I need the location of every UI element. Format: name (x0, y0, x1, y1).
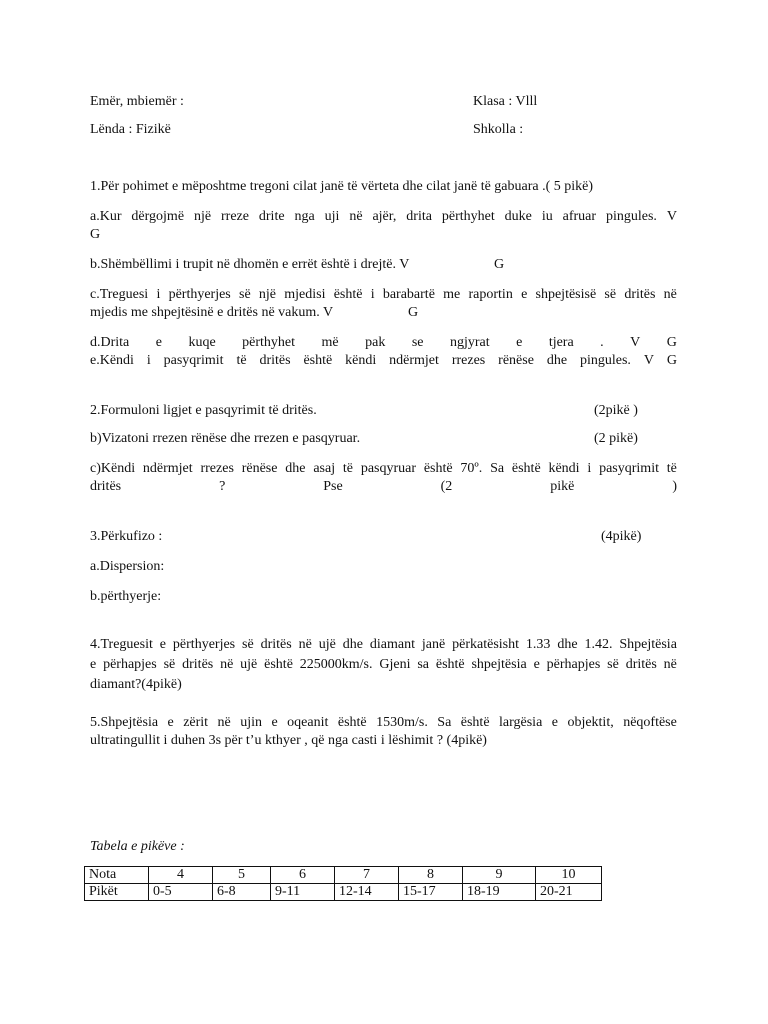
word: afruar (562, 209, 597, 224)
word: i (146, 353, 151, 368)
word: janë (421, 637, 446, 652)
word: përhapjes (546, 657, 601, 672)
word: (2 (440, 479, 453, 494)
score-cell: 18-19 (463, 884, 536, 901)
q1-d-line (90, 334, 677, 352)
q2-c-line1 (90, 460, 677, 478)
word: pingules. (579, 353, 631, 368)
q1-c-line2: mjedis me shpejtësinë e dritës në vakum. V (90, 305, 334, 320)
word: është (337, 715, 367, 730)
word: pak (365, 335, 386, 350)
word: këndi (345, 353, 377, 368)
q5-line1 (90, 714, 677, 732)
word: drite (258, 209, 285, 224)
q3-title: 3.Përkufizo : (90, 529, 163, 544)
score-cell: 20-21 (536, 884, 602, 901)
score-table-caption: Tabela e pikëve : (90, 839, 185, 854)
word: V (666, 209, 677, 224)
word: së (163, 657, 176, 672)
word: ndërmjet (389, 353, 439, 368)
word: nga (294, 209, 315, 224)
word: përthyerjes (172, 637, 236, 652)
word: dërgojmë (131, 209, 185, 224)
word: rreze (221, 209, 249, 224)
q1-e-line (90, 352, 677, 370)
word: këndi (548, 461, 580, 476)
score-table (84, 866, 602, 901)
q1-title: 1.Për pohimet e mëposhtme tregoni cilat janë të vërteta dhe cilat janë të gabuara .( 5 pikë) (90, 179, 594, 194)
word: e (551, 715, 558, 730)
word: rrezes (451, 353, 486, 368)
word: në (663, 287, 677, 302)
word: e (90, 657, 97, 672)
q2-a-points: (2pikë ) (594, 403, 638, 418)
word: tjera (548, 335, 574, 350)
word: është (511, 461, 541, 476)
word: të (666, 461, 677, 476)
score-table-row-grades (85, 867, 602, 884)
word: përkatësisht (452, 637, 520, 652)
word: ngjyrat (449, 335, 490, 350)
word: 1530m/s. (376, 715, 428, 730)
word: Pse (323, 479, 343, 494)
word: uji (324, 209, 340, 224)
word: është (303, 353, 333, 368)
score-cell: 9-11 (271, 884, 335, 901)
score-cell: 9 (463, 867, 536, 884)
word: në (298, 637, 312, 652)
word: diamant (369, 637, 415, 652)
word: ujë (240, 657, 258, 672)
word: duke (504, 209, 532, 224)
word: dritës (625, 657, 657, 672)
word: një (258, 287, 277, 302)
q1-a-answer-g: G (90, 227, 101, 242)
q2-b-text: b)Vizatoni rrezen rënëse dhe rrezen e pasqyruar. (90, 431, 361, 446)
word: është (333, 287, 363, 302)
word: 225000km/s. (299, 657, 373, 672)
word: zërit (183, 715, 209, 730)
score-cell: 0-5 (149, 884, 213, 901)
word: ajër, (372, 209, 397, 224)
word: e (516, 335, 523, 350)
word: ) (672, 479, 677, 494)
word: dhe (285, 461, 306, 476)
word: së (607, 657, 619, 672)
q5-line2: ultratingullit i duhen 3s për t’u kthyer , që nga casti i lëshimit ? (4pikë) (90, 733, 487, 748)
word: e (155, 335, 162, 350)
word: c.Treguesi (90, 287, 149, 302)
subject-label: Lënda : Fizikë (90, 122, 171, 137)
word: në (349, 209, 363, 224)
q4-line3: diamant?(4pikë) (90, 677, 182, 692)
word: dritës (260, 637, 292, 652)
word: . (600, 335, 604, 350)
word: pikë (550, 479, 575, 494)
word: V (643, 353, 654, 368)
word: dritës (182, 657, 214, 672)
class-label: Klasa : Vlll (473, 94, 538, 109)
word: G (666, 335, 677, 350)
word: largësia (499, 715, 543, 730)
score-cell: 12-14 (335, 884, 399, 901)
word: me (443, 287, 461, 302)
word: a.Kur (90, 209, 122, 224)
score-table-row-points (85, 884, 602, 901)
word: pasyqrimit (163, 353, 224, 368)
word: e (159, 637, 167, 652)
word: G (666, 353, 677, 368)
score-cell: 6 (271, 867, 335, 884)
word: i (156, 287, 161, 302)
word: dritës (259, 353, 291, 368)
word: e (533, 657, 540, 672)
word: ujë (318, 637, 336, 652)
word: rënëse (241, 461, 278, 476)
word: raportin (468, 287, 513, 302)
word: së (604, 287, 617, 302)
score-cell: 8 (399, 867, 463, 884)
word: së (242, 637, 254, 652)
word: pasyqrimit (599, 461, 659, 476)
word: përhapjes (103, 657, 157, 672)
score-cell: Pikët (85, 884, 149, 901)
word: c)Këndi (90, 461, 136, 476)
q2-a-text: 2.Formuloni ligjet e pasqyrimit të dritës. (90, 403, 317, 418)
word: dhe (342, 637, 363, 652)
word: dritës (90, 479, 122, 494)
word: ndërmjet (142, 461, 193, 476)
word: drita (406, 209, 432, 224)
word: rrezes (200, 461, 234, 476)
word: ujin (240, 715, 263, 730)
word: në (217, 715, 231, 730)
q1-b-answer-g: G (494, 257, 505, 272)
q1-c-answer-g: G (408, 305, 419, 320)
word: d.Drita (90, 335, 130, 350)
word: përthyhet (242, 335, 296, 350)
score-cell: 5 (213, 867, 271, 884)
word: i (587, 461, 592, 476)
word: është (264, 657, 293, 672)
word: është (460, 715, 490, 730)
word: një (193, 209, 212, 224)
word: është (423, 461, 453, 476)
q4-line2 (90, 656, 677, 674)
word: e (167, 715, 174, 730)
word: së (239, 287, 251, 302)
word: Sa (437, 715, 452, 730)
word: asaj (313, 461, 336, 476)
q3-points: (4pikë) (601, 529, 642, 544)
q1-b-text: b.Shëmbëllimi i trupit në dhomën e errët është i drejtë. V (90, 257, 410, 272)
word: e (521, 287, 528, 302)
word: 1.42. (584, 637, 613, 652)
word: përthyerjes (168, 287, 231, 302)
q4-line1 (90, 636, 677, 654)
word: shpejtësia (471, 657, 527, 672)
word: Gjeni (379, 657, 411, 672)
word: shpejtësisë (535, 287, 597, 302)
word: oqeanit (287, 715, 329, 730)
word: mjedisi (284, 287, 326, 302)
word: të (342, 461, 354, 476)
score-cell: 15-17 (399, 884, 463, 901)
score-cell: 4 (149, 867, 213, 884)
word: në (663, 657, 677, 672)
word: e.Këndi (90, 353, 134, 368)
word: dhe (557, 637, 578, 652)
word: dhe (546, 353, 568, 368)
word: objektit, (567, 715, 614, 730)
word: më (321, 335, 339, 350)
word: kuqe (188, 335, 216, 350)
word: Shpejtësia (619, 637, 677, 652)
word: është (435, 657, 465, 672)
word: i (370, 287, 375, 302)
word: e (271, 715, 278, 730)
word: 70º. (460, 461, 483, 476)
score-cell: 10 (536, 867, 602, 884)
word: sa (417, 657, 429, 672)
word: 5.Shpejtësia (90, 715, 159, 730)
word: 1.33 (525, 637, 551, 652)
word: pasqyruar (360, 461, 417, 476)
q1-c-line1 (90, 286, 677, 304)
word: të (236, 353, 247, 368)
word: dritës (624, 287, 656, 302)
word: nëqoftëse (623, 715, 677, 730)
word: 4.Treguesit (90, 637, 153, 652)
score-cell: Nota (85, 867, 149, 884)
score-cell: 7 (335, 867, 399, 884)
word: pingules. (605, 209, 657, 224)
q2-c-line2 (90, 478, 677, 496)
word: iu (541, 209, 553, 224)
word: barabartë (382, 287, 435, 302)
school-label: Shkolla : (473, 122, 524, 137)
word: se (411, 335, 424, 350)
q2-b-points: (2 pikë) (594, 431, 638, 446)
word: rënëse (498, 353, 534, 368)
score-cell: 6-8 (213, 884, 271, 901)
word: në (220, 657, 234, 672)
word: V (630, 335, 641, 350)
q1-a-line1 (90, 208, 677, 226)
word: ? (219, 479, 226, 494)
q3-a: a.Dispersion: (90, 559, 165, 574)
name-label: Emër, mbiemër : (90, 94, 184, 109)
word: përthyhet (441, 209, 495, 224)
word: Sa (490, 461, 505, 476)
q3-b: b.përthyerje: (90, 589, 162, 604)
